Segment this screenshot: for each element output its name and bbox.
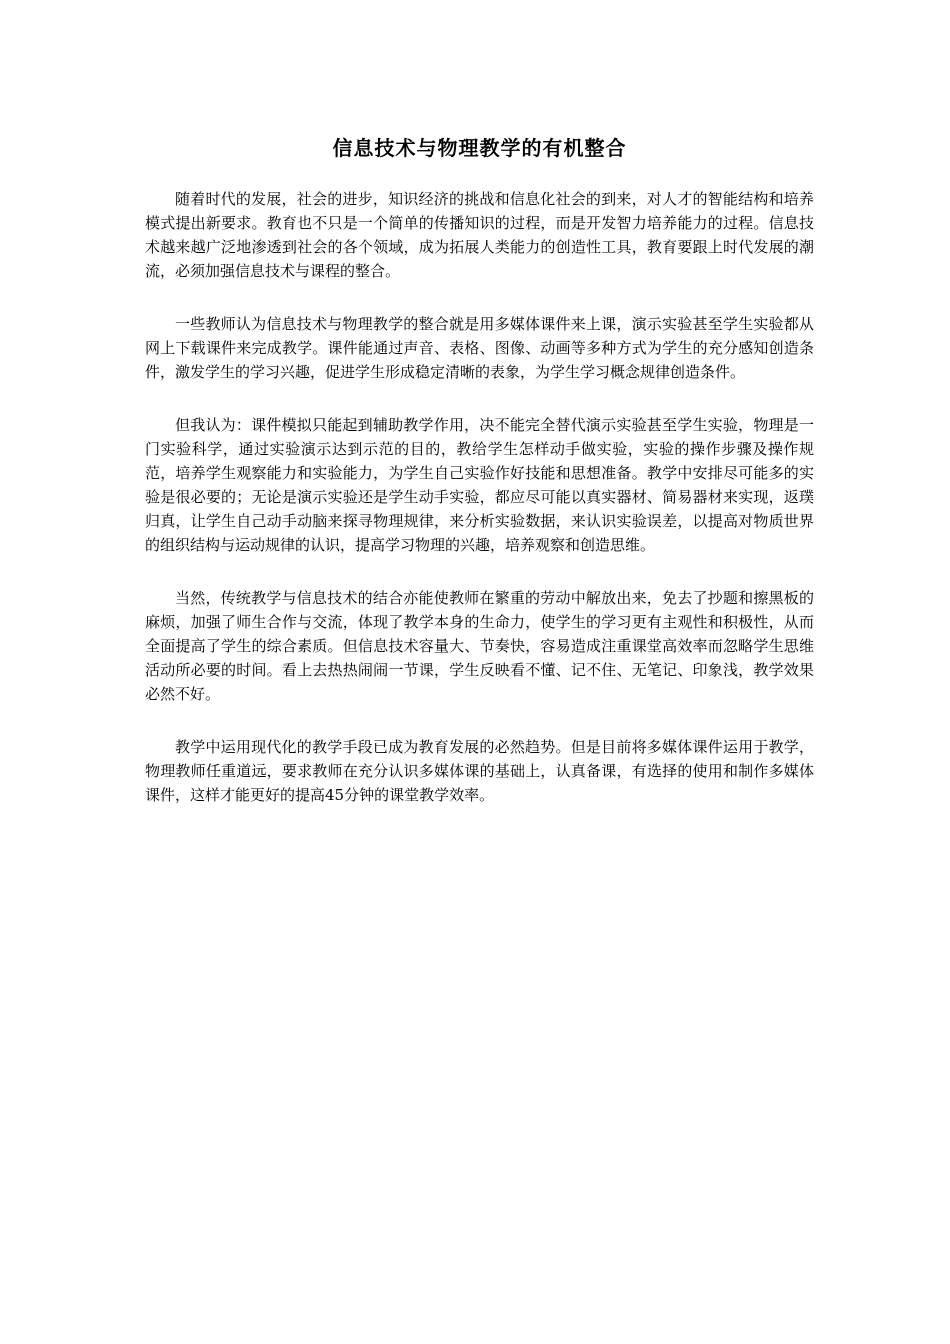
document-title: 信息技术与物理教学的有机整合 bbox=[332, 136, 627, 160]
paragraph-4: 当然，传统教学与信息技术的结合亦能使教师在繁重的劳动中解放出来，免去了抄题和擦黑板的麻烦，加强了师生合作与交流，体现了教学本身的生命力，使学生的学习更有主观性和积极性，从而全面提高了学生的综合素质。但信息技术容量大、节奏快，容易造成注重课堂高效率而忽略学生思维活动所必要的时间。看上去热热闹闹一节课，学生反映看不懂、记不住、无笔记、印象浅，教学效果必然不好。 bbox=[145, 589, 814, 703]
paragraph-2: 一些教师认为信息技术与物理教学的整合就是用多媒体课件来上课，演示实验甚至学生实验都从网上下载课件来完成教学。课件能通过声音、表格、图像、动画等多种方式为学生的充分感知创造条件，激发学生的学习兴趣，促进学生形成稳定清晰的表象，为学生学习概念规律创造条件。 bbox=[145, 315, 814, 381]
paragraph-5: 教学中运用现代化的教学手段已成为教育发展的必然趋势。但是目前将多媒体课件运用于教学，物理教师任重道远，要求教师在充分认识多媒体课的基础上，认真备课，有选择的使用和制作多媒体课件，这样才能更好的提高45分钟的课堂教学效率。 bbox=[145, 738, 814, 804]
paragraph-1: 随着时代的发展，社会的进步，知识经济的挑战和信息化社会的到来，对人才的智能结构和培养模式提出新要求。教育也不只是一个简单的传播知识的过程，而是开发智力培养能力的过程。信息技术越来越广泛地渗透到社会的各个领域，成为拓展人类能力的创造性工具，教育要跟上时代发展的潮流，必须加强信息技术与课程的整合。 bbox=[145, 190, 814, 280]
document-body bbox=[145, 128, 814, 836]
paragraph-3: 但我认为：课件模拟只能起到辅助教学作用，决不能完全替代演示实验甚至学生实验，物理是一门实验科学，通过实验演示达到示范的目的，教给学生怎样动手做实验，实验的操作步骤及操作规范，培养学生观察能力和实验能力，为学生自己实验作好技能和思想准备。教学中安排尽可能多的实验是很必要的；无论是演示实验还是学生动手实验，都应尽可能以真实器材、简易器材来实现，返璞归真，让学生自己动手动脑来探寻物理规律，来分析实验数据，来认识实验误差，以提高对物质世界的组织结构与运动规律的认识，提高学习物理的兴趣，培养观察和创造思维。 bbox=[145, 416, 814, 554]
